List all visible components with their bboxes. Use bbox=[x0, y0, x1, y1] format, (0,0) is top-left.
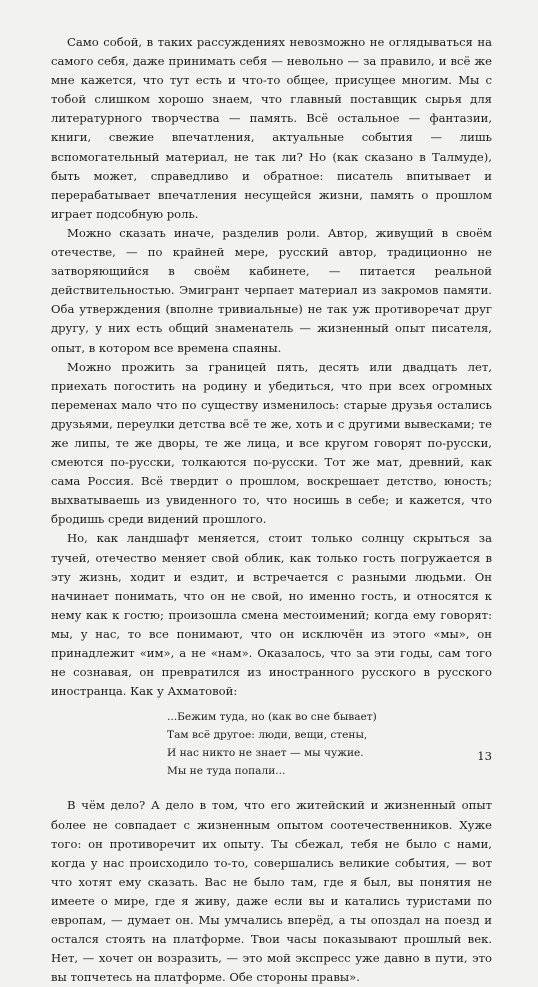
poem-line: Мы не туда попали... bbox=[167, 764, 286, 777]
paragraph: Само собой, в таких рассуждениях невозможно не оглядываться на самого себя, даже принимать себя — невольно — за правило, и всё же мне кажется, что тут есть и что-то общее, присущее многим. Мы с тобой слишком хорошо знаем, что главный поставщик сырья для литературного творчества — память. Всё остальное — фантазии, книги, свежие впечатления, актуальные события — лишь вспомогательный материал, не так ли? Но (как сказано в Талмуде), быть может, справедливо и обратное: писатель впитывает и перерабатывает впечатления несущейся жизни, память о прошлом играет подсобную роль. bbox=[51, 35, 492, 221]
poem-line: Там всё другое: люди, вещи, стены, bbox=[167, 729, 368, 742]
paragraph: В чём дело? А дело в том, что его житейский и жизненный опыт более не совпадает с жизненным опытом соотечественников. Хуже того: он противоречит их опыту. Ты сбежал, тебя не было с нами, когда у нас происходило то-то, совершались великие события, — вот что хотят ему сказать. Вас не было там, где я был, вы понятия не имеете о мире, где я живу, даже если вы и катались туристами по европам, — думает он. Мы умчались вперёд, а ты опоздал на поезд и остался стоять на платформе. Твои часы показывают прошлый век. Нет, — хочет он возразить, — это мой экспресс уже давно в пути, это вы топчетесь на платформе. Обе стороны правы». bbox=[51, 798, 492, 985]
paragraph: Можно прожить за границей пять, десять или двадцать лет, приехать погостить на родину и убедиться, что при всех огромных переменах мало что по существу изменилось: старые друзья остались друзьями, переулки детства всё те же, хоть и с другими вывесками; те же липы, те же дворы, те же лица, и все кругом говорят по-русски, смеются по-русски, толкаются по-русски. Тот же мат, древний, как сама Россия. Всё твердит о прошлом, воскрешает детство, юность; выхватываешь из увиденного то, что носишь в себе; и кажется, что бродишь среди видений прошлого. bbox=[51, 359, 492, 527]
poem-quote bbox=[167, 709, 492, 780]
poem-line: ...Бежим туда, но (как во сне бывает) bbox=[167, 711, 377, 724]
paragraph: Можно сказать иначе, разделив роли. Автор, живущий в своём отечестве, — по крайней мере, русский автор, традиционно не затворяющийся в своём кабинете, — питается реальной действительностью. Эмигрант черпает материал из закромов памяти. Оба утверждения (вполне тривиальные) не так уж противоречат друг другу, у них есть общий знаменатель — жизненный опыт писателя, опыт, в котором все времена спаяны. bbox=[51, 225, 492, 355]
poem-line: И нас никто не знает — мы чужие. bbox=[167, 746, 364, 759]
paragraph: Но, как ландшафт меняется, стоит только солнцу скрыться за тучей, отечество меняет свой облик, как только гость погружается в эту жизнь, ходит и ездит, и встречается с разными людьми. Он начинает понимать, что он не свой, но именно гость, и относятся к нему как к гостю; произошла смена местоимений; когда ему говорят: мы, у нас, то все понимают, что он исключён из этого «мы», он принадлежит «им», а не «нам». Оказалось, что за эти годы, сам того не сознавая, он превратился из иностранного русского в русского иностранца. Как у Ахматовой: bbox=[51, 531, 492, 699]
page-number: 13 bbox=[477, 749, 492, 763]
